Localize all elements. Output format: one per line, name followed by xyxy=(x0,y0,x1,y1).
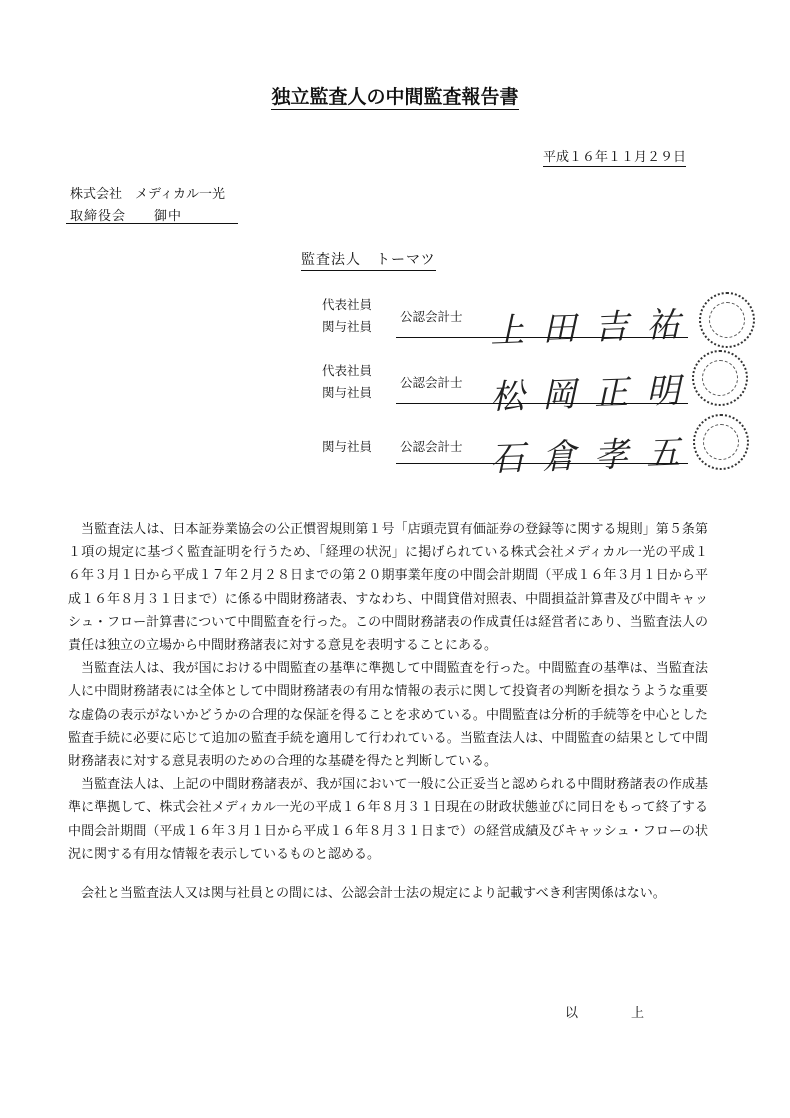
signatory-2-role-1: 代表社員 xyxy=(322,363,373,378)
paragraph-opinion: 当監査法人は、上記の中間財務諸表が、我が国において一般に公正妥当と認められる中間財務諸表の作成基準に準拠して、株式会社メディカル一光の平成１６年８月３１日現在の財政状態並びに同日をもって終了する中間会計期間（平成１６年３月１日から平成１６年８月３１日まで）の経営成績及びキャッシュ・フローの状況に関する有用な情報を表示しているものと認める。 xyxy=(68,777,708,862)
signatory-1-signature: 上田吉祐 xyxy=(489,304,699,352)
paragraph-standards: 当監査法人は、我が国における中間監査の基準に準拠して中間監査を行った。中間監査の基準は、当監査法人に中間財務諸表には全体として中間財務諸表の有用な情報の表示に関して投資者の判断を損なうような重要な虚偽の表示がないかどうかの合理的な保証を得ることを求めている。中間監査は分析的手続等を中心とした監査手続に必要に応じて追加の監査手続を適用して行われている。当監査法人は、中間監査の結果として中間財務諸表に対する意見表明のための合理的な基礎を得たと判断している。 xyxy=(68,661,708,770)
report-body xyxy=(68,518,708,905)
closing-mark: 以 上 xyxy=(564,1006,664,1021)
addressee-board: 取締役会 御中 xyxy=(70,209,183,224)
signatory-3-title: 公認会計士 xyxy=(400,439,463,454)
signatory-1-title: 公認会計士 xyxy=(400,309,463,324)
signature-line xyxy=(396,403,688,404)
audit-firm-name: 監査法人 トーマツ xyxy=(301,249,436,271)
paragraph-interest: 会社と当監査法人又は関与社員との間には、公認会計士法の規定により記載すべき利害関係はない。 xyxy=(81,886,666,902)
signatory-1-role-2: 関与社員 xyxy=(322,319,373,334)
addressee-underline xyxy=(66,223,238,224)
signatory-2-title: 公認会計士 xyxy=(400,375,463,390)
signatory-1-role-1: 代表社員 xyxy=(322,297,373,312)
signatory-3-role-2: 関与社員 xyxy=(322,439,373,454)
signatory-2-signature: 松岡正明 xyxy=(489,370,699,418)
seal-stamp-icon xyxy=(692,350,748,406)
signatory-2-role-2: 関与社員 xyxy=(322,385,373,400)
document-title: 独立監査人の中間監査報告書 xyxy=(271,86,519,108)
seal-stamp-icon xyxy=(693,414,749,470)
report-date: 平成１６年１１月２９日 xyxy=(543,146,686,167)
seal-stamp-icon xyxy=(699,292,755,348)
addressee-company: 株式会社 メディカル一光 xyxy=(70,187,225,202)
signatory-3-signature: 石倉孝五 xyxy=(489,432,699,480)
signature-line xyxy=(396,463,688,464)
paragraph-scope: 当監査法人は、日本証券業協会の公正慣習規則第１号「店頭売買有価証券の登録等に関する規則」第５条第１項の規定に基づく監査証明を行うため、「経理の状況」に掲げられている株式会社メディカル一光の平成１６年３月１日から平成１７年２月２８日までの第２０期事業年度の中間会計期間（平成１６年３月１日から平成１６年８月３１日まで）に係る中間財務諸表、すなわち、中間貸借対照表、中間損益計算書及び中間キャッシュ・フロー計算書について中間監査を行った。この中間財務諸表の作成責任は経営者にあり、当監査法人の責任は独立の立場から中間財務諸表に対する意見を表明することにある。 xyxy=(68,522,708,654)
signature-line xyxy=(396,337,688,338)
